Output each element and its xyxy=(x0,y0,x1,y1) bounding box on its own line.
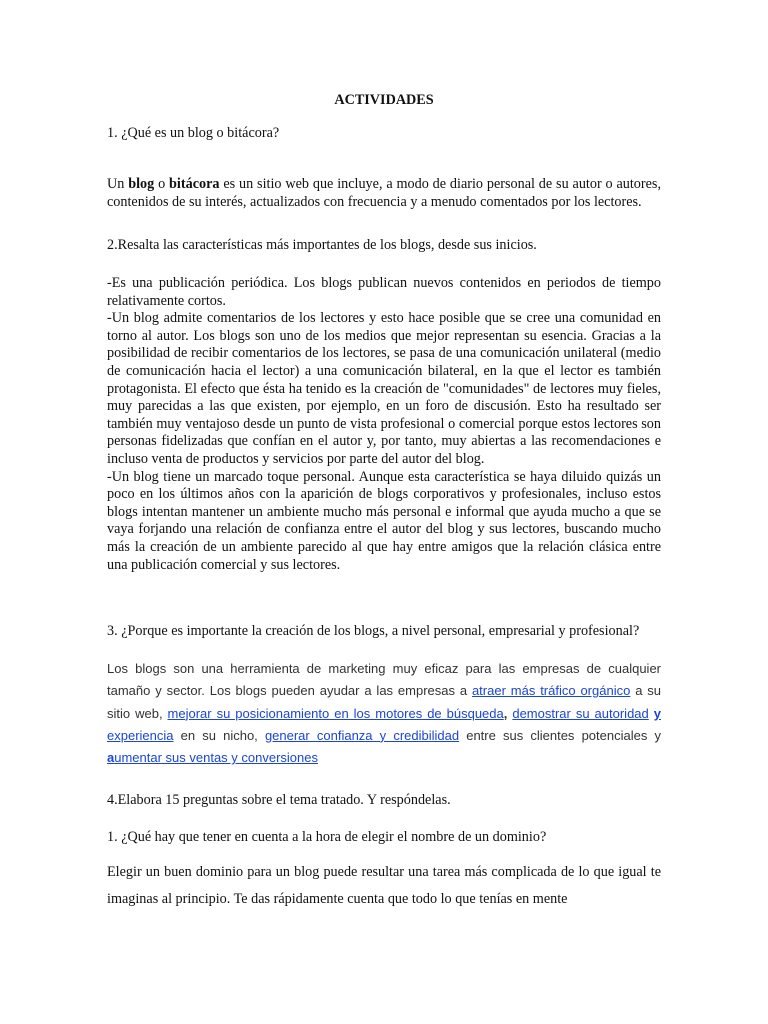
answer-3-text-1: Los blogs son una herramienta de marketing muy eficaz para las empresas de cualquier tamaño y sector. Los blogs pueden ayudar a las empresas a xyxy=(107,661,661,699)
answer-2 xyxy=(107,275,661,574)
answer-2-point-2: -Un blog admite comentarios de los lectores y esto hace posible que se cree una comunidad en torno al autor. Los blogs son uno de los medios que mejor representan su esencia. Gracias a la posibilidad de recibir comentarios de los lectores, se pasa de una comunicación unilateral (medio de comunicación hacia el lector) a una comunicación bilateral, en la que el lector es también protagonista. El efecto que ésta ha tenido es la creación de "comunidades" de lectores muy fieles, muy parecidas a las que existen, por ejemplo, en un foro de discusión. Esto ha resultado ser también muy ventajoso desde un punto de vista profesional o comercial porque estos lectores son personas fidelizadas que confían en el autor y, por tanto, muy abiertas a las recomendaciones e incluso venta de productos y servicios por parte del autor del blog. xyxy=(107,310,661,467)
link-generar-confianza[interactable]: generar confianza y credibilidad xyxy=(264,727,460,743)
answer-1-text-c: es un sitio web que incluye, a modo de diario personal de su autor o autores, contenidos de su interés, actualizados con frecuencia y a menudo comentados por los lectores. xyxy=(107,176,661,210)
link-aumentar-ventas[interactable] xyxy=(107,750,318,765)
answer-3-text-6: entre sus clientes potenciales y xyxy=(459,727,661,743)
answer-3-text-3: , xyxy=(503,705,513,721)
link-demostrar-autoridad[interactable]: demostrar su autoridad xyxy=(512,705,649,721)
term-blog: blog xyxy=(128,176,155,192)
answer-3-text-2: a su sitio web, xyxy=(107,683,662,721)
question-4-1: 1. ¿Qué hay que tener en cuenta a la hora de elegir el nombre de un dominio? xyxy=(107,829,547,845)
answer-1-text-b: o xyxy=(154,176,170,192)
answer-3-text-5: en su nicho, xyxy=(173,727,265,743)
question-2: 2.Resalta las características más importantes de los blogs, desde sus inicios. xyxy=(107,237,537,253)
link-mejorar-posicionamiento[interactable]: mejorar su posicionamiento en los motores de búsqueda xyxy=(167,705,504,721)
link-experiencia-text: experiencia xyxy=(107,727,174,743)
answer-1-text-a: Un xyxy=(107,176,129,192)
question-1: 1. ¿Qué es un blog o bitácora? xyxy=(107,125,280,141)
answer-2-point-1: -Es una publicación periódica. Los blogs publican nuevos contenidos en periodos de tiempo relativamente cortos. xyxy=(107,275,661,309)
link-aumentar-ventas-text: umentar sus ventas y conversiones xyxy=(114,750,319,766)
answer-3 xyxy=(107,658,661,769)
answer-1 xyxy=(107,176,661,211)
question-4: 4.Elabora 15 preguntas sobre el tema tratado. Y respóndelas. xyxy=(107,792,451,808)
link-atraer-trafico[interactable]: atraer más tráfico orgánico xyxy=(471,683,631,699)
term-bitacora: bitácora xyxy=(169,176,220,192)
link-aumentar-ventas-a: a xyxy=(107,750,115,766)
answer-4-1: Elegir un buen dominio para un blog puede resultar una tarea más complicada de lo que igual te imaginas al principio. Te das rápidamente cuenta que todo lo que tenías en mente xyxy=(107,864,661,907)
question-3: 3. ¿Porque es importante la creación de los blogs, a nivel personal, empresarial y profesional? xyxy=(107,623,640,639)
link-experiencia-y: y xyxy=(653,705,661,721)
answer-2-point-3: -Un blog tiene un marcado toque personal. Aunque esta característica se haya diluido quizás un poco en los últimos años con la aparición de blogs corporativos y profesionales, incluso estos blogs intentan mantener un ambiente mucho más personal e informal que ayuda mucho a que se vaya forjando una relación de confianza entre el autor del blog y sus lectores, buscando mucho más la creación de un ambiente parecido al que hay entre amigos que la relación clásica entre una publicación comercial y sus lectores. xyxy=(107,468,661,573)
page-title: ACTIVIDADES xyxy=(334,92,434,108)
